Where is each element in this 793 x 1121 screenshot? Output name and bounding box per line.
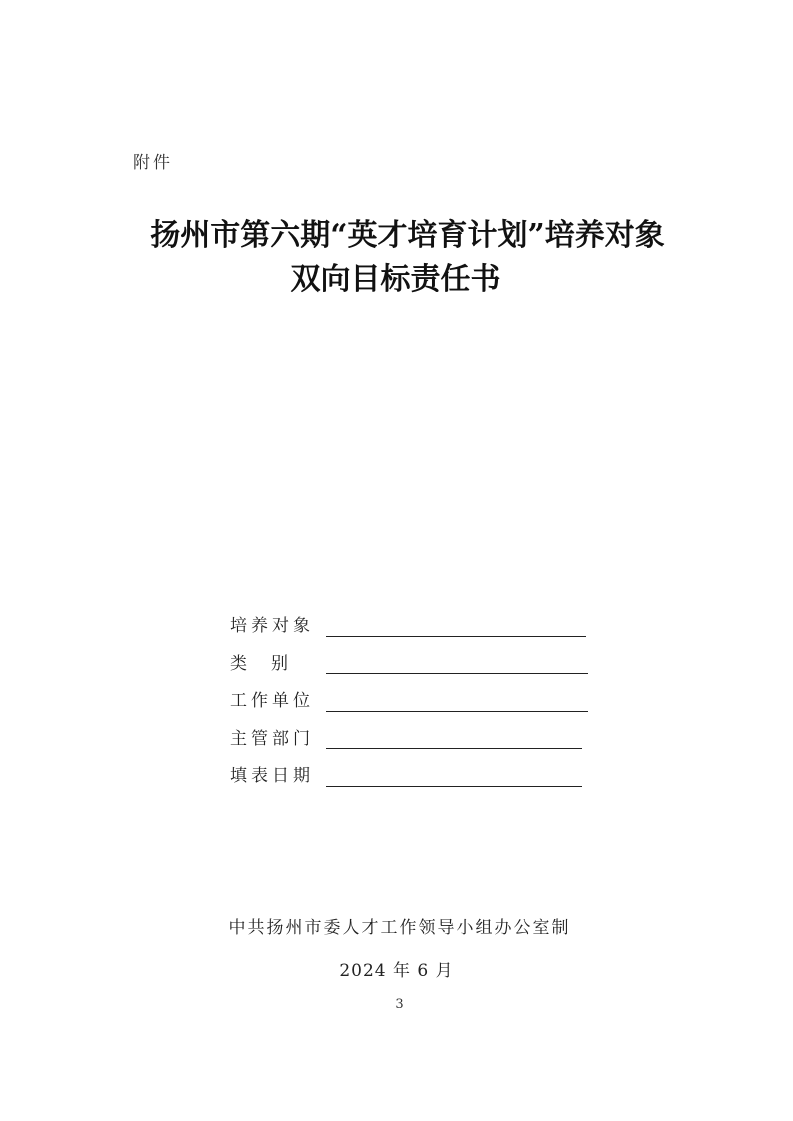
trainee-field[interactable] <box>326 636 586 637</box>
title-line-2: 双向目标责任书 <box>290 262 501 297</box>
form-row-work-unit <box>230 680 600 718</box>
category-label: 类别 <box>230 653 312 674</box>
department-field[interactable] <box>326 748 582 749</box>
form-row-category <box>230 643 600 681</box>
fill-date-label: 填表日期 <box>230 766 314 787</box>
form-row-trainee <box>230 605 600 643</box>
work-unit-label: 工作单位 <box>230 691 314 712</box>
fill-date-field[interactable] <box>326 786 582 787</box>
attachment-label: 附件 <box>133 153 173 173</box>
document-title <box>0 214 793 302</box>
issue-date: 2024 年 6 月 <box>339 961 454 981</box>
page-number: 3 <box>395 997 404 1012</box>
issuing-organization: 中共扬州市委人才工作领导小组办公室制 <box>228 918 571 938</box>
category-field[interactable] <box>326 673 588 674</box>
form-row-fill-date <box>230 755 600 793</box>
form-row-department <box>230 718 600 756</box>
work-unit-field[interactable] <box>326 711 588 712</box>
department-label: 主管部门 <box>230 728 314 749</box>
cover-form <box>230 605 600 793</box>
trainee-label: 培养对象 <box>230 616 314 637</box>
title-line-1: 扬州市第六期“英才培育计划”培养对象 <box>150 218 665 253</box>
